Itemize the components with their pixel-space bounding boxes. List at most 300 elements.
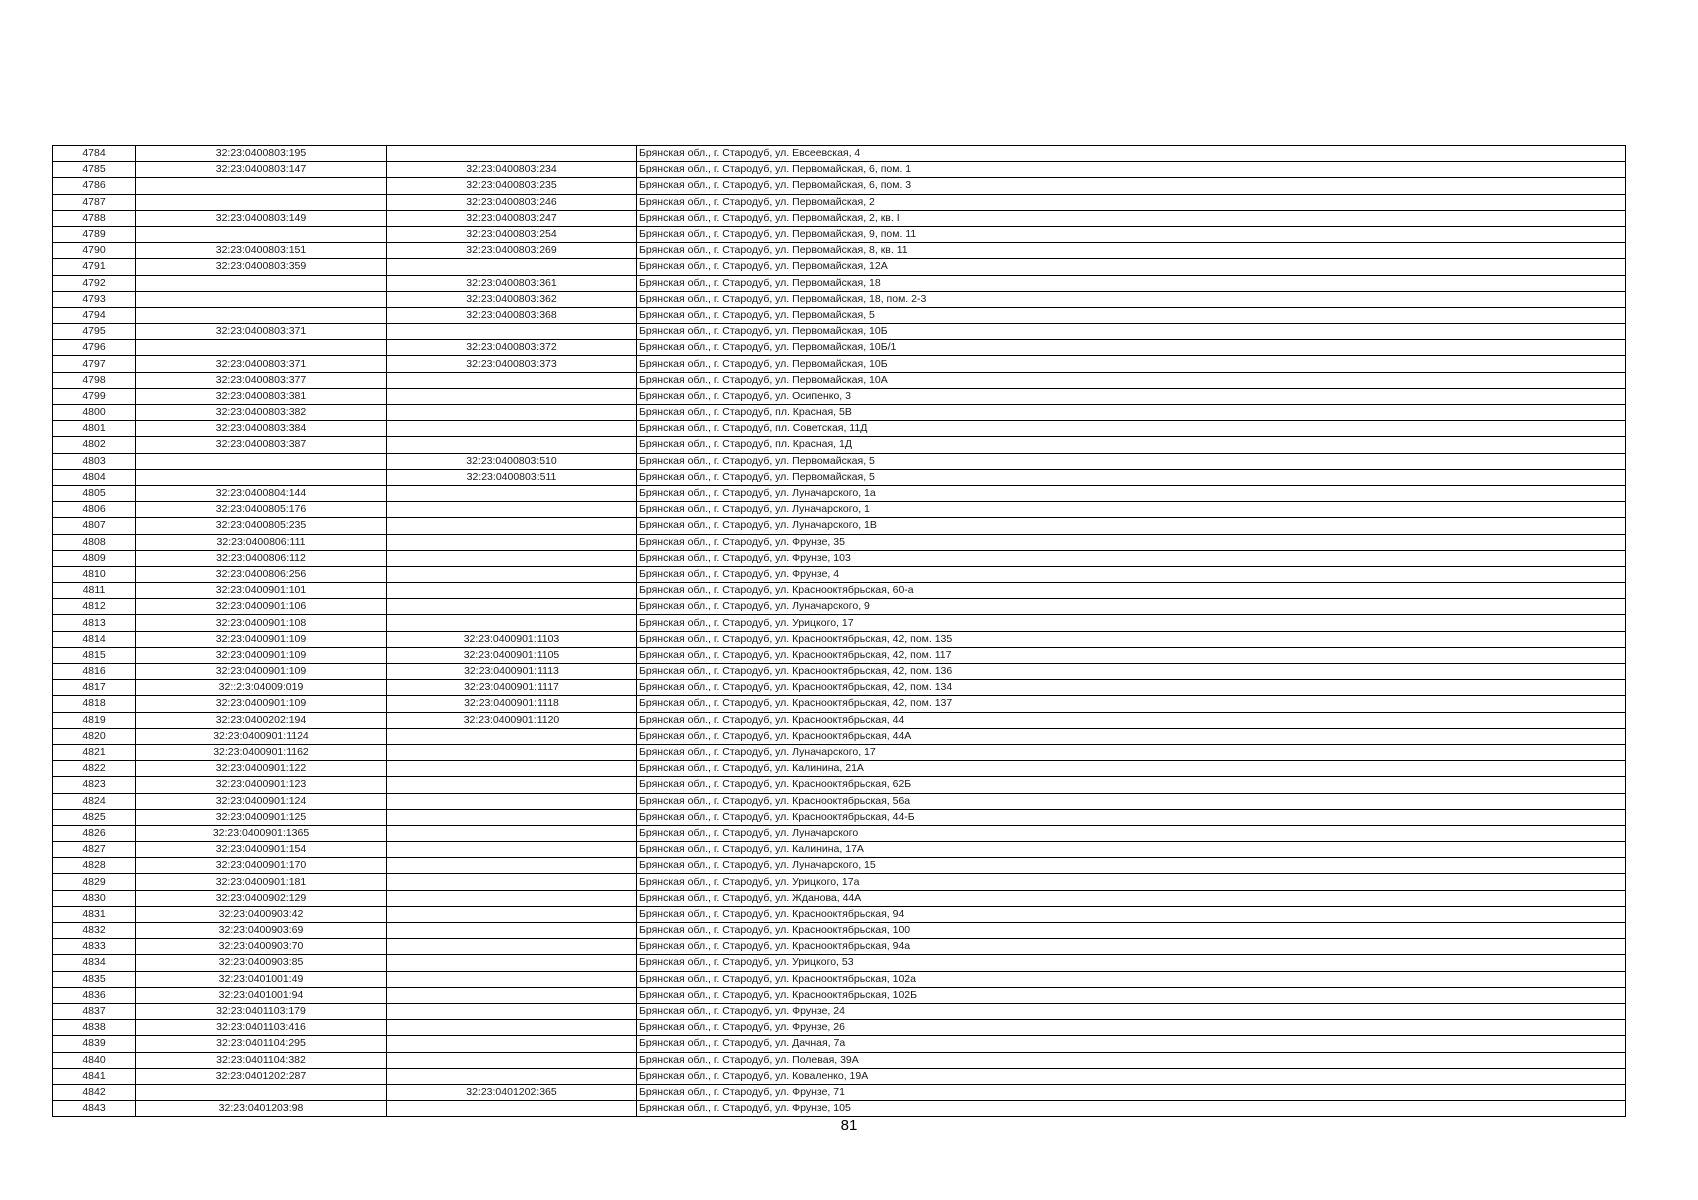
- row-number-cell: 4841: [53, 1068, 136, 1084]
- table-row: [53, 259, 1626, 275]
- row-number-cell: 4843: [53, 1101, 136, 1117]
- address-cell: Брянская обл., г. Стародуб, ул. Краснооктябрьская, 42, пом. 137: [637, 696, 1626, 712]
- table-row: [53, 437, 1626, 453]
- address-cell: Брянская обл., г. Стародуб, ул. Луначарского, 17: [637, 744, 1626, 760]
- table-row: [53, 712, 1626, 728]
- address-cell: Брянская обл., г. Стародуб, ул. Луначарского, 1: [637, 502, 1626, 518]
- table-row: [53, 1068, 1626, 1084]
- building-cadastral-number-cell: [387, 1068, 637, 1084]
- address-cell: Брянская обл., г. Стародуб, ул. Фрунзе, 71: [637, 1084, 1626, 1100]
- land-cadastral-number-cell: 32::2:3:04009:019: [136, 680, 387, 696]
- building-cadastral-number-cell: [387, 906, 637, 922]
- building-cadastral-number-cell: [387, 890, 637, 906]
- land-cadastral-number-cell: 32:23:0400806:112: [136, 550, 387, 566]
- building-cadastral-number-cell: [387, 485, 637, 501]
- row-number-cell: 4814: [53, 631, 136, 647]
- land-cadastral-number-cell: [136, 194, 387, 210]
- land-cadastral-number-cell: 32:23:0400903:70: [136, 939, 387, 955]
- address-cell: Брянская обл., г. Стародуб, ул. Первомайская, 5: [637, 453, 1626, 469]
- address-cell: Брянская обл., г. Стародуб, пл. Красная, 5В: [637, 405, 1626, 421]
- building-cadastral-number-cell: [387, 1101, 637, 1117]
- row-number-cell: 4805: [53, 485, 136, 501]
- table-row: [53, 324, 1626, 340]
- building-cadastral-number-cell: [387, 842, 637, 858]
- table-row: [53, 356, 1626, 372]
- row-number-cell: 4793: [53, 291, 136, 307]
- registry-table: [52, 145, 1626, 1117]
- address-cell: Брянская обл., г. Стародуб, ул. Краснооктябрьская, 100: [637, 923, 1626, 939]
- address-cell: Брянская обл., г. Стародуб, ул. Урицкого, 53: [637, 955, 1626, 971]
- land-cadastral-number-cell: [136, 453, 387, 469]
- address-cell: Брянская обл., г. Стародуб, ул. Краснооктябрьская, 44А: [637, 728, 1626, 744]
- row-number-cell: 4809: [53, 550, 136, 566]
- table-row: [53, 728, 1626, 744]
- table-row: [53, 1101, 1626, 1117]
- row-number-cell: 4823: [53, 777, 136, 793]
- table-row: [53, 761, 1626, 777]
- row-number-cell: 4832: [53, 923, 136, 939]
- address-cell: Брянская обл., г. Стародуб, ул. Первомайская, 18, пом. 2-3: [637, 291, 1626, 307]
- table-row: [53, 550, 1626, 566]
- building-cadastral-number-cell: 32:23:0400803:235: [387, 178, 637, 194]
- address-cell: Брянская обл., г. Стародуб, ул. Краснооктябрьская, 42, пом. 134: [637, 680, 1626, 696]
- address-cell: Брянская обл., г. Стародуб, ул. Полевая, 39А: [637, 1052, 1626, 1068]
- address-cell: Брянская обл., г. Стародуб, ул. Калинина, 17А: [637, 842, 1626, 858]
- row-number-cell: 4788: [53, 210, 136, 226]
- building-cadastral-number-cell: [387, 825, 637, 841]
- land-cadastral-number-cell: 32:23:0400803:371: [136, 324, 387, 340]
- building-cadastral-number-cell: [387, 502, 637, 518]
- row-number-cell: 4830: [53, 890, 136, 906]
- table-row: [53, 923, 1626, 939]
- address-cell: Брянская обл., г. Стародуб, ул. Калинина, 21А: [637, 761, 1626, 777]
- table-row: [53, 906, 1626, 922]
- land-cadastral-number-cell: [136, 340, 387, 356]
- row-number-cell: 4785: [53, 162, 136, 178]
- building-cadastral-number-cell: [387, 1036, 637, 1052]
- building-cadastral-number-cell: 32:23:0400803:510: [387, 453, 637, 469]
- building-cadastral-number-cell: [387, 405, 637, 421]
- row-number-cell: 4804: [53, 469, 136, 485]
- land-cadastral-number-cell: 32:23:0400901:109: [136, 631, 387, 647]
- table-row: [53, 1036, 1626, 1052]
- row-number-cell: 4812: [53, 599, 136, 615]
- land-cadastral-number-cell: 32:23:0400901:124: [136, 793, 387, 809]
- row-number-cell: 4784: [53, 146, 136, 162]
- table-row: [53, 744, 1626, 760]
- row-number-cell: 4838: [53, 1020, 136, 1036]
- address-cell: Брянская обл., г. Стародуб, ул. Первомайская, 8, кв. 11: [637, 243, 1626, 259]
- land-cadastral-number-cell: 32:23:0400901:108: [136, 615, 387, 631]
- building-cadastral-number-cell: 32:23:0400803:373: [387, 356, 637, 372]
- table-row: [53, 890, 1626, 906]
- row-number-cell: 4826: [53, 825, 136, 841]
- table-row: [53, 566, 1626, 582]
- land-cadastral-number-cell: 32:23:0401104:382: [136, 1052, 387, 1068]
- row-number-cell: 4835: [53, 971, 136, 987]
- table-row: [53, 469, 1626, 485]
- land-cadastral-number-cell: [136, 307, 387, 323]
- land-cadastral-number-cell: 32:23:0400803:149: [136, 210, 387, 226]
- address-cell: Брянская обл., г. Стародуб, ул. Краснооктябрьская, 44-Б: [637, 809, 1626, 825]
- table-row: [53, 825, 1626, 841]
- address-cell: Брянская обл., г. Стародуб, пл. Советская, 11Д: [637, 421, 1626, 437]
- table-row: [53, 162, 1626, 178]
- row-number-cell: 4836: [53, 987, 136, 1003]
- table-row: [53, 226, 1626, 242]
- address-cell: Брянская обл., г. Стародуб, ул. Первомайская, 6, пом. 3: [637, 178, 1626, 194]
- table-row: [53, 1003, 1626, 1019]
- building-cadastral-number-cell: [387, 146, 637, 162]
- address-cell: Брянская обл., г. Стародуб, ул. Первомайская, 10Б/1: [637, 340, 1626, 356]
- address-cell: Брянская обл., г. Стародуб, ул. Луначарского, 15: [637, 858, 1626, 874]
- land-cadastral-number-cell: 32:23:0400901:109: [136, 664, 387, 680]
- building-cadastral-number-cell: 32:23:0400803:362: [387, 291, 637, 307]
- building-cadastral-number-cell: [387, 324, 637, 340]
- page-number: 81: [840, 1117, 858, 1134]
- building-cadastral-number-cell: [387, 793, 637, 809]
- address-cell: Брянская обл., г. Стародуб, пл. Красная, 1Д: [637, 437, 1626, 453]
- row-number-cell: 4828: [53, 858, 136, 874]
- building-cadastral-number-cell: 32:23:0400803:247: [387, 210, 637, 226]
- address-cell: Брянская обл., г. Стародуб, ул. Краснооктябрьская, 94а: [637, 939, 1626, 955]
- address-cell: Брянская обл., г. Стародуб, ул. Осипенко, 3: [637, 388, 1626, 404]
- land-cadastral-number-cell: 32:23:0400901:1365: [136, 825, 387, 841]
- building-cadastral-number-cell: [387, 923, 637, 939]
- row-number-cell: 4817: [53, 680, 136, 696]
- land-cadastral-number-cell: 32:23:0400803:151: [136, 243, 387, 259]
- address-cell: Брянская обл., г. Стародуб, ул. Коваленко, 19А: [637, 1068, 1626, 1084]
- address-cell: Брянская обл., г. Стародуб, ул. Краснооктябрьская, 42, пом. 136: [637, 664, 1626, 680]
- land-cadastral-number-cell: 32:23:0400803:387: [136, 437, 387, 453]
- land-cadastral-number-cell: 32:23:0400803:377: [136, 372, 387, 388]
- row-number-cell: 4808: [53, 534, 136, 550]
- building-cadastral-number-cell: 32:23:0400803:368: [387, 307, 637, 323]
- address-cell: Брянская обл., г. Стародуб, ул. Краснооктябрьская, 60-а: [637, 583, 1626, 599]
- row-number-cell: 4800: [53, 405, 136, 421]
- table-row: [53, 664, 1626, 680]
- table-row: [53, 421, 1626, 437]
- building-cadastral-number-cell: [387, 744, 637, 760]
- building-cadastral-number-cell: 32:23:0401202:365: [387, 1084, 637, 1100]
- address-cell: Брянская обл., г. Стародуб, ул. Фрунзе, 105: [637, 1101, 1626, 1117]
- address-cell: Брянская обл., г. Стародуб, ул. Фрунзе, 103: [637, 550, 1626, 566]
- land-cadastral-number-cell: 32:23:0400202:194: [136, 712, 387, 728]
- land-cadastral-number-cell: 32:23:0400901:181: [136, 874, 387, 890]
- row-number-cell: 4831: [53, 906, 136, 922]
- address-cell: Брянская обл., г. Стародуб, ул. Луначарского, 1а: [637, 485, 1626, 501]
- building-cadastral-number-cell: 32:23:0400803:254: [387, 226, 637, 242]
- address-cell: Брянская обл., г. Стародуб, ул. Урицкого, 17а: [637, 874, 1626, 890]
- land-cadastral-number-cell: 32:23:0400901:106: [136, 599, 387, 615]
- address-cell: Брянская обл., г. Стародуб, ул. Первомайская, 5: [637, 469, 1626, 485]
- building-cadastral-number-cell: 32:23:0400901:1105: [387, 647, 637, 663]
- row-number-cell: 4787: [53, 194, 136, 210]
- building-cadastral-number-cell: 32:23:0400803:246: [387, 194, 637, 210]
- land-cadastral-number-cell: 32:23:0401001:94: [136, 987, 387, 1003]
- land-cadastral-number-cell: [136, 226, 387, 242]
- table-row: [53, 583, 1626, 599]
- land-cadastral-number-cell: 32:23:0401104:295: [136, 1036, 387, 1052]
- land-cadastral-number-cell: [136, 469, 387, 485]
- address-cell: Брянская обл., г. Стародуб, ул. Фрунзе, 4: [637, 566, 1626, 582]
- address-cell: Брянская обл., г. Стародуб, ул. Первомайская, 2: [637, 194, 1626, 210]
- row-number-cell: 4818: [53, 696, 136, 712]
- building-cadastral-number-cell: 32:23:0400803:361: [387, 275, 637, 291]
- table-row: [53, 453, 1626, 469]
- building-cadastral-number-cell: [387, 259, 637, 275]
- row-number-cell: 4794: [53, 307, 136, 323]
- land-cadastral-number-cell: 32:23:0401202:287: [136, 1068, 387, 1084]
- address-cell: Брянская обл., г. Стародуб, ул. Первомайская, 9, пом. 11: [637, 226, 1626, 242]
- land-cadastral-number-cell: 32:23:0400805:176: [136, 502, 387, 518]
- table-row: [53, 939, 1626, 955]
- land-cadastral-number-cell: 32:23:0400901:109: [136, 696, 387, 712]
- row-number-cell: 4806: [53, 502, 136, 518]
- table-row: [53, 275, 1626, 291]
- land-cadastral-number-cell: [136, 178, 387, 194]
- row-number-cell: 4820: [53, 728, 136, 744]
- row-number-cell: 4789: [53, 226, 136, 242]
- building-cadastral-number-cell: 32:23:0400803:372: [387, 340, 637, 356]
- land-cadastral-number-cell: 32:23:0400803:371: [136, 356, 387, 372]
- row-number-cell: 4798: [53, 372, 136, 388]
- building-cadastral-number-cell: [387, 939, 637, 955]
- building-cadastral-number-cell: [387, 550, 637, 566]
- row-number-cell: 4790: [53, 243, 136, 259]
- table-row: [53, 777, 1626, 793]
- building-cadastral-number-cell: [387, 728, 637, 744]
- table-row: [53, 485, 1626, 501]
- land-cadastral-number-cell: 32:23:0400803:359: [136, 259, 387, 275]
- building-cadastral-number-cell: [387, 372, 637, 388]
- row-number-cell: 4819: [53, 712, 136, 728]
- land-cadastral-number-cell: 32:23:0400803:382: [136, 405, 387, 421]
- table-row: [53, 1020, 1626, 1036]
- table-row: [53, 534, 1626, 550]
- row-number-cell: 4821: [53, 744, 136, 760]
- table-row: [53, 874, 1626, 890]
- land-cadastral-number-cell: 32:23:0400903:85: [136, 955, 387, 971]
- address-cell: Брянская обл., г. Стародуб, ул. Фрунзе, 35: [637, 534, 1626, 550]
- building-cadastral-number-cell: 32:23:0400803:234: [387, 162, 637, 178]
- table-row: [53, 291, 1626, 307]
- table-row: [53, 793, 1626, 809]
- row-number-cell: 4811: [53, 583, 136, 599]
- land-cadastral-number-cell: 32:23:0401103:416: [136, 1020, 387, 1036]
- land-cadastral-number-cell: 32:23:0400901:1162: [136, 744, 387, 760]
- row-number-cell: 4815: [53, 647, 136, 663]
- address-cell: Брянская обл., г. Стародуб, ул. Первомайская, 6, пом. 1: [637, 162, 1626, 178]
- address-cell: Брянская обл., г. Стародуб, ул. Первомайская, 10А: [637, 372, 1626, 388]
- land-cadastral-number-cell: 32:23:0400804:144: [136, 485, 387, 501]
- building-cadastral-number-cell: 32:23:0400901:1118: [387, 696, 637, 712]
- row-number-cell: 4803: [53, 453, 136, 469]
- address-cell: Брянская обл., г. Стародуб, ул. Краснооктябрьская, 94: [637, 906, 1626, 922]
- table-row: [53, 696, 1626, 712]
- building-cadastral-number-cell: 32:23:0400901:1120: [387, 712, 637, 728]
- building-cadastral-number-cell: [387, 858, 637, 874]
- address-cell: Брянская обл., г. Стародуб, ул. Краснооктябрьская, 56а: [637, 793, 1626, 809]
- address-cell: Брянская обл., г. Стародуб, ул. Краснооктябрьская, 42, пом. 117: [637, 647, 1626, 663]
- row-number-cell: 4822: [53, 761, 136, 777]
- address-cell: Брянская обл., г. Стародуб, ул. Краснооктябрьская, 42, пом. 135: [637, 631, 1626, 647]
- building-cadastral-number-cell: [387, 518, 637, 534]
- row-number-cell: 4801: [53, 421, 136, 437]
- address-cell: Брянская обл., г. Стародуб, ул. Евсеевская, 4: [637, 146, 1626, 162]
- row-number-cell: 4810: [53, 566, 136, 582]
- address-cell: Брянская обл., г. Стародуб, ул. Краснооктябрьская, 102Б: [637, 987, 1626, 1003]
- building-cadastral-number-cell: [387, 1052, 637, 1068]
- table-row: [53, 1052, 1626, 1068]
- table-row: [53, 842, 1626, 858]
- address-cell: Брянская обл., г. Стародуб, ул. Фрунзе, 26: [637, 1020, 1626, 1036]
- table-row: [53, 955, 1626, 971]
- land-cadastral-number-cell: 32:23:0400901:170: [136, 858, 387, 874]
- row-number-cell: 4834: [53, 955, 136, 971]
- row-number-cell: 4795: [53, 324, 136, 340]
- table-row: [53, 599, 1626, 615]
- table-row: [53, 210, 1626, 226]
- land-cadastral-number-cell: 32:23:0401103:179: [136, 1003, 387, 1019]
- land-cadastral-number-cell: 32:23:0400901:1124: [136, 728, 387, 744]
- address-cell: Брянская обл., г. Стародуб, ул. Дачная, 7а: [637, 1036, 1626, 1052]
- row-number-cell: 4791: [53, 259, 136, 275]
- table-row: [53, 146, 1626, 162]
- row-number-cell: 4799: [53, 388, 136, 404]
- table-row: [53, 307, 1626, 323]
- building-cadastral-number-cell: 32:23:0400901:1113: [387, 664, 637, 680]
- address-cell: Брянская обл., г. Стародуб, ул. Первомайская, 5: [637, 307, 1626, 323]
- address-cell: Брянская обл., г. Стародуб, ул. Луначарского: [637, 825, 1626, 841]
- row-number-cell: 4786: [53, 178, 136, 194]
- land-cadastral-number-cell: [136, 275, 387, 291]
- building-cadastral-number-cell: [387, 583, 637, 599]
- land-cadastral-number-cell: 32:23:0401001:49: [136, 971, 387, 987]
- land-cadastral-number-cell: 32:23:0400805:235: [136, 518, 387, 534]
- land-cadastral-number-cell: 32:23:0400902:129: [136, 890, 387, 906]
- address-cell: Брянская обл., г. Стародуб, ул. Первомайская, 10Б: [637, 324, 1626, 340]
- address-cell: Брянская обл., г. Стародуб, ул. Первомайская, 10Б: [637, 356, 1626, 372]
- building-cadastral-number-cell: 32:23:0400901:1103: [387, 631, 637, 647]
- land-cadastral-number-cell: [136, 291, 387, 307]
- address-cell: Брянская обл., г. Стародуб, ул. Фрунзе, 24: [637, 1003, 1626, 1019]
- building-cadastral-number-cell: [387, 777, 637, 793]
- building-cadastral-number-cell: [387, 388, 637, 404]
- table-row: [53, 502, 1626, 518]
- row-number-cell: 4837: [53, 1003, 136, 1019]
- land-cadastral-number-cell: 32:23:0400806:111: [136, 534, 387, 550]
- row-number-cell: 4833: [53, 939, 136, 955]
- land-cadastral-number-cell: 32:23:0400901:122: [136, 761, 387, 777]
- table-row: [53, 243, 1626, 259]
- row-number-cell: 4797: [53, 356, 136, 372]
- address-cell: Брянская обл., г. Стародуб, ул. Первомайская, 18: [637, 275, 1626, 291]
- row-number-cell: 4840: [53, 1052, 136, 1068]
- table-row: [53, 647, 1626, 663]
- land-cadastral-number-cell: 32:23:0400803:381: [136, 388, 387, 404]
- table-row: [53, 340, 1626, 356]
- building-cadastral-number-cell: 32:23:0400803:269: [387, 243, 637, 259]
- land-cadastral-number-cell: 32:23:0400806:256: [136, 566, 387, 582]
- row-number-cell: 4816: [53, 664, 136, 680]
- address-cell: Брянская обл., г. Стародуб, ул. Краснооктябрьская, 62Б: [637, 777, 1626, 793]
- row-number-cell: 4792: [53, 275, 136, 291]
- address-cell: Брянская обл., г. Стародуб, ул. Первомайская, 2, кв. I: [637, 210, 1626, 226]
- building-cadastral-number-cell: [387, 1020, 637, 1036]
- building-cadastral-number-cell: 32:23:0400803:511: [387, 469, 637, 485]
- land-cadastral-number-cell: 32:23:0400803:147: [136, 162, 387, 178]
- table-row: [53, 405, 1626, 421]
- land-cadastral-number-cell: 32:23:0400901:101: [136, 583, 387, 599]
- table-row: [53, 615, 1626, 631]
- building-cadastral-number-cell: [387, 534, 637, 550]
- row-number-cell: 4829: [53, 874, 136, 890]
- address-cell: Брянская обл., г. Стародуб, ул. Первомайская, 12А: [637, 259, 1626, 275]
- land-cadastral-number-cell: 32:23:0401203:98: [136, 1101, 387, 1117]
- address-cell: Брянская обл., г. Стародуб, ул. Краснооктябрьская, 44: [637, 712, 1626, 728]
- registry-table-body: [53, 146, 1626, 1117]
- table-row: [53, 194, 1626, 210]
- building-cadastral-number-cell: [387, 987, 637, 1003]
- table-row: [53, 178, 1626, 194]
- table-row: [53, 858, 1626, 874]
- land-cadastral-number-cell: 32:23:0400803:195: [136, 146, 387, 162]
- building-cadastral-number-cell: [387, 421, 637, 437]
- row-number-cell: 4839: [53, 1036, 136, 1052]
- land-cadastral-number-cell: 32:23:0400903:69: [136, 923, 387, 939]
- land-cadastral-number-cell: 32:23:0400903:42: [136, 906, 387, 922]
- table-row: [53, 631, 1626, 647]
- row-number-cell: 4824: [53, 793, 136, 809]
- row-number-cell: 4825: [53, 809, 136, 825]
- table-row: [53, 1084, 1626, 1100]
- row-number-cell: 4813: [53, 615, 136, 631]
- building-cadastral-number-cell: [387, 809, 637, 825]
- table-row: [53, 518, 1626, 534]
- row-number-cell: 4842: [53, 1084, 136, 1100]
- land-cadastral-number-cell: 32:23:0400901:123: [136, 777, 387, 793]
- building-cadastral-number-cell: [387, 955, 637, 971]
- table-row: [53, 971, 1626, 987]
- building-cadastral-number-cell: [387, 566, 637, 582]
- land-cadastral-number-cell: 32:23:0400901:125: [136, 809, 387, 825]
- address-cell: Брянская обл., г. Стародуб, ул. Луначарского, 9: [637, 599, 1626, 615]
- land-cadastral-number-cell: 32:23:0400901:154: [136, 842, 387, 858]
- land-cadastral-number-cell: 32:23:0400901:109: [136, 647, 387, 663]
- row-number-cell: 4827: [53, 842, 136, 858]
- building-cadastral-number-cell: 32:23:0400901:1117: [387, 680, 637, 696]
- land-cadastral-number-cell: 32:23:0400803:384: [136, 421, 387, 437]
- address-cell: Брянская обл., г. Стародуб, ул. Краснооктябрьская, 102а: [637, 971, 1626, 987]
- table-row: [53, 680, 1626, 696]
- table-row: [53, 388, 1626, 404]
- row-number-cell: 4802: [53, 437, 136, 453]
- building-cadastral-number-cell: [387, 874, 637, 890]
- address-cell: Брянская обл., г. Стародуб, ул. Луначарского, 1В: [637, 518, 1626, 534]
- building-cadastral-number-cell: [387, 615, 637, 631]
- address-cell: Брянская обл., г. Стародуб, ул. Урицкого, 17: [637, 615, 1626, 631]
- address-cell: Брянская обл., г. Стародуб, ул. Жданова, 44А: [637, 890, 1626, 906]
- land-cadastral-number-cell: [136, 1084, 387, 1100]
- building-cadastral-number-cell: [387, 437, 637, 453]
- row-number-cell: 4807: [53, 518, 136, 534]
- row-number-cell: 4796: [53, 340, 136, 356]
- table-row: [53, 372, 1626, 388]
- table-row: [53, 987, 1626, 1003]
- building-cadastral-number-cell: [387, 599, 637, 615]
- table-row: [53, 809, 1626, 825]
